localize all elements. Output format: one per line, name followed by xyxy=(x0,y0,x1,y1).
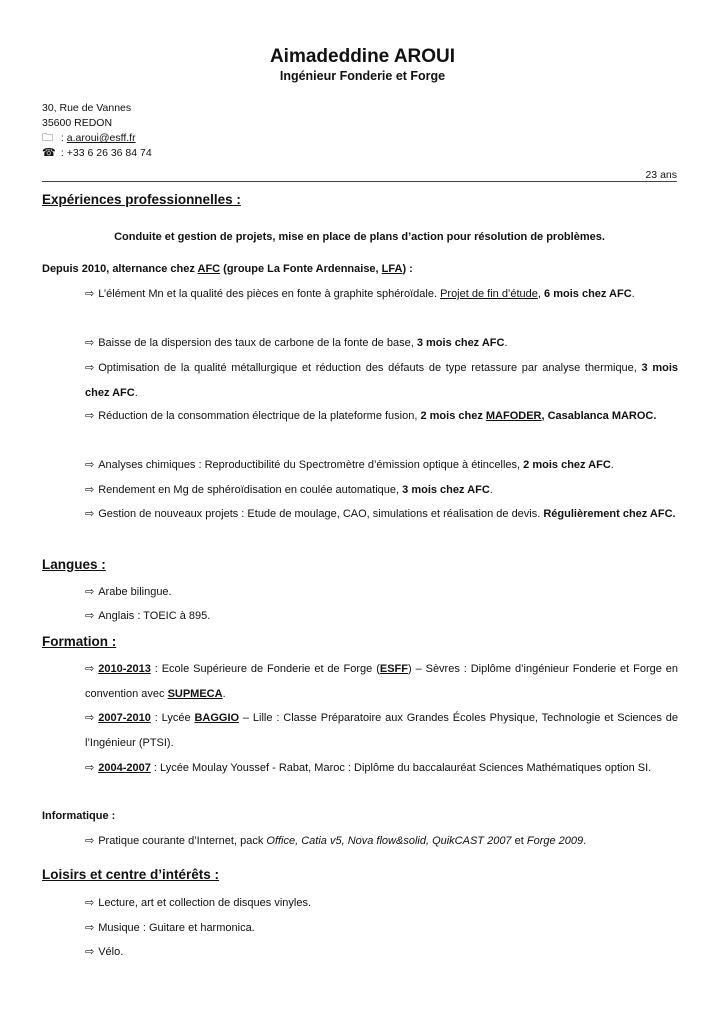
item-text: : Lycée Moulay Youssef - Rabat, Maroc : Diplôme du baccalauréat Sciences Mathématiques option SI. xyxy=(150,762,652,774)
item-text: . xyxy=(631,288,635,300)
mafoder-link: MAFODER xyxy=(485,410,542,422)
item-text: . xyxy=(134,386,138,399)
education-heading: Formation : xyxy=(42,634,117,649)
item-text: Anglais : TOEIC à 895. xyxy=(98,610,211,622)
arrow-icon: ⇨ xyxy=(85,362,95,374)
item-text: – Lille : Classe Préparatoire aux Grandes Écoles Physique, Technologie et Sciences de l’Ingénieur (PTSI). xyxy=(85,712,679,749)
item-text: . xyxy=(489,484,493,496)
computing-heading: Informatique : xyxy=(42,810,116,822)
item-text: Rendement en Mg de sphéroïdisation en coulée automatique, xyxy=(98,484,403,496)
supmeca-link: SUPMECA xyxy=(167,687,223,700)
education-item-2 xyxy=(85,706,678,755)
email-line xyxy=(42,131,152,146)
experience-item-3 xyxy=(85,356,678,405)
lfa-link: LFA xyxy=(381,263,403,275)
item-bold: 3 mois chez AFC xyxy=(416,337,505,349)
item-text: Arabe bilingue. xyxy=(98,586,172,598)
item-text: Analyses chimiques : Reproductibilité du Spectromètre d’émission optique à étincelles, xyxy=(98,459,524,471)
candidate-title: Ingénieur Fonderie et Forge xyxy=(279,69,446,83)
item-bold: Régulièrement chez AFC. xyxy=(543,508,676,520)
item-bold: , Casablanca MAROC. xyxy=(541,410,657,422)
item-text: : Lycée xyxy=(150,712,195,724)
item-text: Baisse de la dispersion des taux de carbone de la fonte de base, xyxy=(98,337,417,349)
folder-icon: 🗀 xyxy=(42,132,53,144)
item-bold: 2 mois chez AFC xyxy=(523,459,611,471)
arrow-icon: ⇨ xyxy=(85,337,95,349)
item-text: ) – Sèvres : Diplôme d’ingénieur Fonderie et Forge en convention avec xyxy=(85,663,678,700)
experience-summary: Conduite et gestion de projets, mise en place de plans d’action pour résolution de problèmes. xyxy=(114,231,605,243)
hobby-item-2 xyxy=(85,916,678,941)
hobby-item-3 xyxy=(85,940,678,965)
experience-item-5 xyxy=(85,453,678,478)
age: 23 ans xyxy=(645,169,677,181)
experience-item-7 xyxy=(85,502,678,527)
software-list: Office, Catia v5, Nova flow&solid, QuikCAST 2007 xyxy=(266,835,512,847)
arrow-icon: ⇨ xyxy=(85,610,95,622)
language-item-2 xyxy=(85,604,678,629)
item-bold: 3 mois chez AFC xyxy=(402,484,490,496)
arrow-icon: ⇨ xyxy=(85,586,95,598)
item-text: : Ecole Supérieure de Fonderie et de Forge ( xyxy=(150,663,380,675)
phone-line xyxy=(42,146,152,161)
education-date: 2007-2010 xyxy=(98,712,151,724)
candidate-name: Aimadeddine AROUI xyxy=(269,46,456,67)
arrow-icon: ⇨ xyxy=(85,897,95,909)
experience-lead xyxy=(42,263,413,275)
item-text: L’élément Mn et la qualité des pièces en fonte à graphite sphéroïdale. xyxy=(98,288,441,300)
arrow-icon: ⇨ xyxy=(85,288,95,300)
item-text: . xyxy=(504,337,508,349)
item-text: Musique : Guitare et harmonica. xyxy=(98,922,255,934)
baggio-link: BAGGIO xyxy=(194,712,240,724)
item-text: . xyxy=(222,687,226,700)
experience-heading: Expériences professionnelles : xyxy=(42,192,241,207)
experience-item-6 xyxy=(85,478,678,503)
item-text: et xyxy=(511,835,527,847)
languages-heading: Langues : xyxy=(42,557,106,572)
arrow-icon: ⇨ xyxy=(85,946,95,958)
experience-item-2 xyxy=(85,331,678,356)
item-bold: 6 mois chez AFC xyxy=(544,288,632,300)
header-divider xyxy=(42,181,677,182)
hobby-item-1 xyxy=(85,891,678,916)
item-underlined: Projet de fin d’étude xyxy=(440,288,538,300)
arrow-icon: ⇨ xyxy=(85,922,95,934)
education-item-1 xyxy=(85,657,678,706)
item-text: Gestion de nouveaux projets : Etude de moulage, CAO, simulations et réalisation de devis. xyxy=(98,508,544,520)
item-text: , xyxy=(537,288,545,300)
phone-number: : +33 6 26 36 84 74 xyxy=(58,147,152,159)
arrow-icon: ⇨ xyxy=(85,459,95,471)
afc-link: AFC xyxy=(197,263,221,275)
arrow-icon: ⇨ xyxy=(85,508,95,520)
city-address: 35600 REDON xyxy=(42,117,113,129)
item-text: . xyxy=(610,459,614,471)
lead-text: Depuis 2010, alternance chez xyxy=(42,263,198,275)
street-address: 30, Rue de Vannes xyxy=(42,102,132,114)
experience-item-1 xyxy=(85,282,678,307)
item-text: Réduction de la consommation électrique de la plateforme fusion, xyxy=(98,410,421,422)
esff-link: ESFF xyxy=(379,663,408,675)
contact-block xyxy=(42,101,152,161)
item-text: Lecture, art et collection de disques vinyles. xyxy=(98,897,311,909)
education-item-3 xyxy=(85,756,678,781)
arrow-icon: ⇨ xyxy=(85,484,95,496)
education-date: 2004-2007 xyxy=(98,762,151,774)
item-bold: 3 mois chez AFC xyxy=(85,362,678,399)
arrow-icon: ⇨ xyxy=(85,835,95,847)
hobbies-heading: Loisirs et centre d’intérêts : xyxy=(42,867,220,882)
item-bold: 2 mois chez xyxy=(420,410,486,422)
email-separator: : xyxy=(58,132,67,144)
email-link[interactable]: a.aroui@esff.fr xyxy=(66,132,136,144)
software-forge: Forge 2009 xyxy=(526,835,584,847)
arrow-icon: ⇨ xyxy=(85,410,95,422)
lead-text: ) : xyxy=(402,263,413,275)
item-text: Optimisation de la qualité métallurgique et réduction des défauts de type retassure par analyse thermique, xyxy=(98,362,642,374)
arrow-icon: ⇨ xyxy=(85,712,95,724)
arrow-icon: ⇨ xyxy=(85,663,95,675)
item-text: . xyxy=(583,835,587,847)
language-item-1 xyxy=(85,580,678,605)
lead-text: (groupe La Fonte Ardennaise, xyxy=(220,263,382,275)
arrow-icon: ⇨ xyxy=(85,762,95,774)
telephone-icon: ☎ xyxy=(42,147,56,159)
item-text: Vélo. xyxy=(98,946,124,958)
education-date: 2010-2013 xyxy=(98,663,151,675)
experience-item-4 xyxy=(85,404,678,429)
item-text: Pratique courante d’Internet, pack xyxy=(98,835,267,847)
computing-item xyxy=(85,829,678,854)
